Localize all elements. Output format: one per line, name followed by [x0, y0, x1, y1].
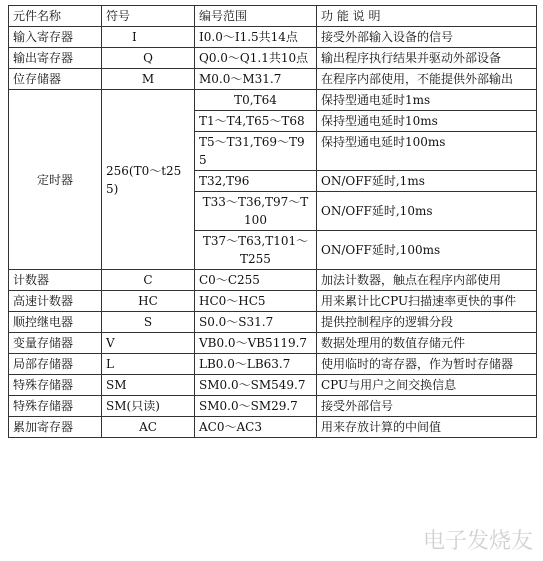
cell-function: 数据处理用的数值存储元件: [317, 333, 537, 354]
cell-function: 接受外部信号: [317, 396, 537, 417]
table-row: [9, 354, 537, 375]
cell-function: 输出程序执行结果并驱动外部设备: [317, 48, 537, 69]
cell-symbol: M: [102, 69, 195, 90]
watermark-logo: 电子发烧友: [422, 529, 533, 554]
cell-function: 保持型通电延时10ms: [317, 111, 537, 132]
cell-range: SM0.0～SM549.7: [195, 375, 317, 396]
cell-function: ON/OFF延时,100ms: [317, 231, 537, 270]
table-row: [9, 69, 537, 90]
cell-symbol-timer: 256(T0～t255): [102, 90, 195, 270]
cell-range: Q0.0～Q1.1共10点: [195, 48, 317, 69]
cell-symbol: S: [102, 312, 195, 333]
cell-symbol: AC: [102, 417, 195, 438]
cell-name: 特殊存储器: [9, 375, 102, 396]
cell-range: M0.0～M31.7: [195, 69, 317, 90]
cell-name: 高速计数器: [9, 291, 102, 312]
cell-function: 使用临时的寄存器，作为暂时存储器: [317, 354, 537, 375]
table-row: [9, 291, 537, 312]
cell-function: 用来累计比CPU扫描速率更快的事件: [317, 291, 537, 312]
cell-name: 计数器: [9, 270, 102, 291]
component-table-container: [8, 5, 537, 438]
cell-range: T33～T36,T97～T100: [195, 192, 317, 231]
cell-range: T32,T96: [195, 171, 317, 192]
cell-symbol: C: [102, 270, 195, 291]
cell-name: 顺控继电器: [9, 312, 102, 333]
cell-function: ON/OFF延时,10ms: [317, 192, 537, 231]
cell-symbol: HC: [102, 291, 195, 312]
cell-range: T0,T64: [195, 90, 317, 111]
cell-function: 接受外部输入设备的信号: [317, 27, 537, 48]
cell-range: C0～C255: [195, 270, 317, 291]
cell-function: 提供控制程序的逻辑分段: [317, 312, 537, 333]
table-row: [9, 396, 537, 417]
table-header-row: [9, 6, 537, 27]
header-function: 功 能 说 明: [317, 6, 537, 27]
cell-range: HC0～HC5: [195, 291, 317, 312]
table-row: [9, 48, 537, 69]
header-name: 元件名称: [9, 6, 102, 27]
cell-name-timer: 定时器: [9, 90, 102, 270]
cell-function: ON/OFF延时,1ms: [317, 171, 537, 192]
table-row: [9, 333, 537, 354]
cell-function: 加法计数器，触点在程序内部使用: [317, 270, 537, 291]
cell-name: 位存储器: [9, 69, 102, 90]
cell-range: SM0.0～SM29.7: [195, 396, 317, 417]
plc-component-table: [8, 5, 537, 438]
cell-function: 保持型通电延时1ms: [317, 90, 537, 111]
cell-range: I0.0～I1.5共14点: [195, 27, 317, 48]
cell-name: 输出寄存器: [9, 48, 102, 69]
cell-range: T5～T31,T69～T95: [195, 132, 317, 171]
cell-symbol: V: [102, 333, 195, 354]
cell-name: 输入寄存器: [9, 27, 102, 48]
cell-symbol: I: [102, 27, 195, 48]
header-symbol: 符号: [102, 6, 195, 27]
cell-symbol: SM: [102, 375, 195, 396]
cell-name: 局部存储器: [9, 354, 102, 375]
cell-symbol: SM(只读): [102, 396, 195, 417]
table-row: [9, 270, 537, 291]
cell-range: VB0.0～VB5119.7: [195, 333, 317, 354]
table-row: [9, 417, 537, 438]
timer-row: [9, 90, 537, 111]
cell-name: 特殊存储器: [9, 396, 102, 417]
cell-name: 累加寄存器: [9, 417, 102, 438]
cell-symbol: Q: [102, 48, 195, 69]
table-row: [9, 27, 537, 48]
cell-range: T1～T4,T65～T68: [195, 111, 317, 132]
cell-function: 保持型通电延时100ms: [317, 132, 537, 171]
cell-function: CPU与用户之间交换信息: [317, 375, 537, 396]
cell-range: LB0.0～LB63.7: [195, 354, 317, 375]
header-range: 编号范围: [195, 6, 317, 27]
cell-range: T37～T63,T101～T255: [195, 231, 317, 270]
cell-symbol: L: [102, 354, 195, 375]
cell-name: 变量存储器: [9, 333, 102, 354]
table-row: [9, 375, 537, 396]
cell-range: AC0～AC3: [195, 417, 317, 438]
cell-range: S0.0～S31.7: [195, 312, 317, 333]
cell-function: 用来存放计算的中间值: [317, 417, 537, 438]
cell-function: 在程序内部使用，不能提供外部输出: [317, 69, 537, 90]
table-row: [9, 312, 537, 333]
